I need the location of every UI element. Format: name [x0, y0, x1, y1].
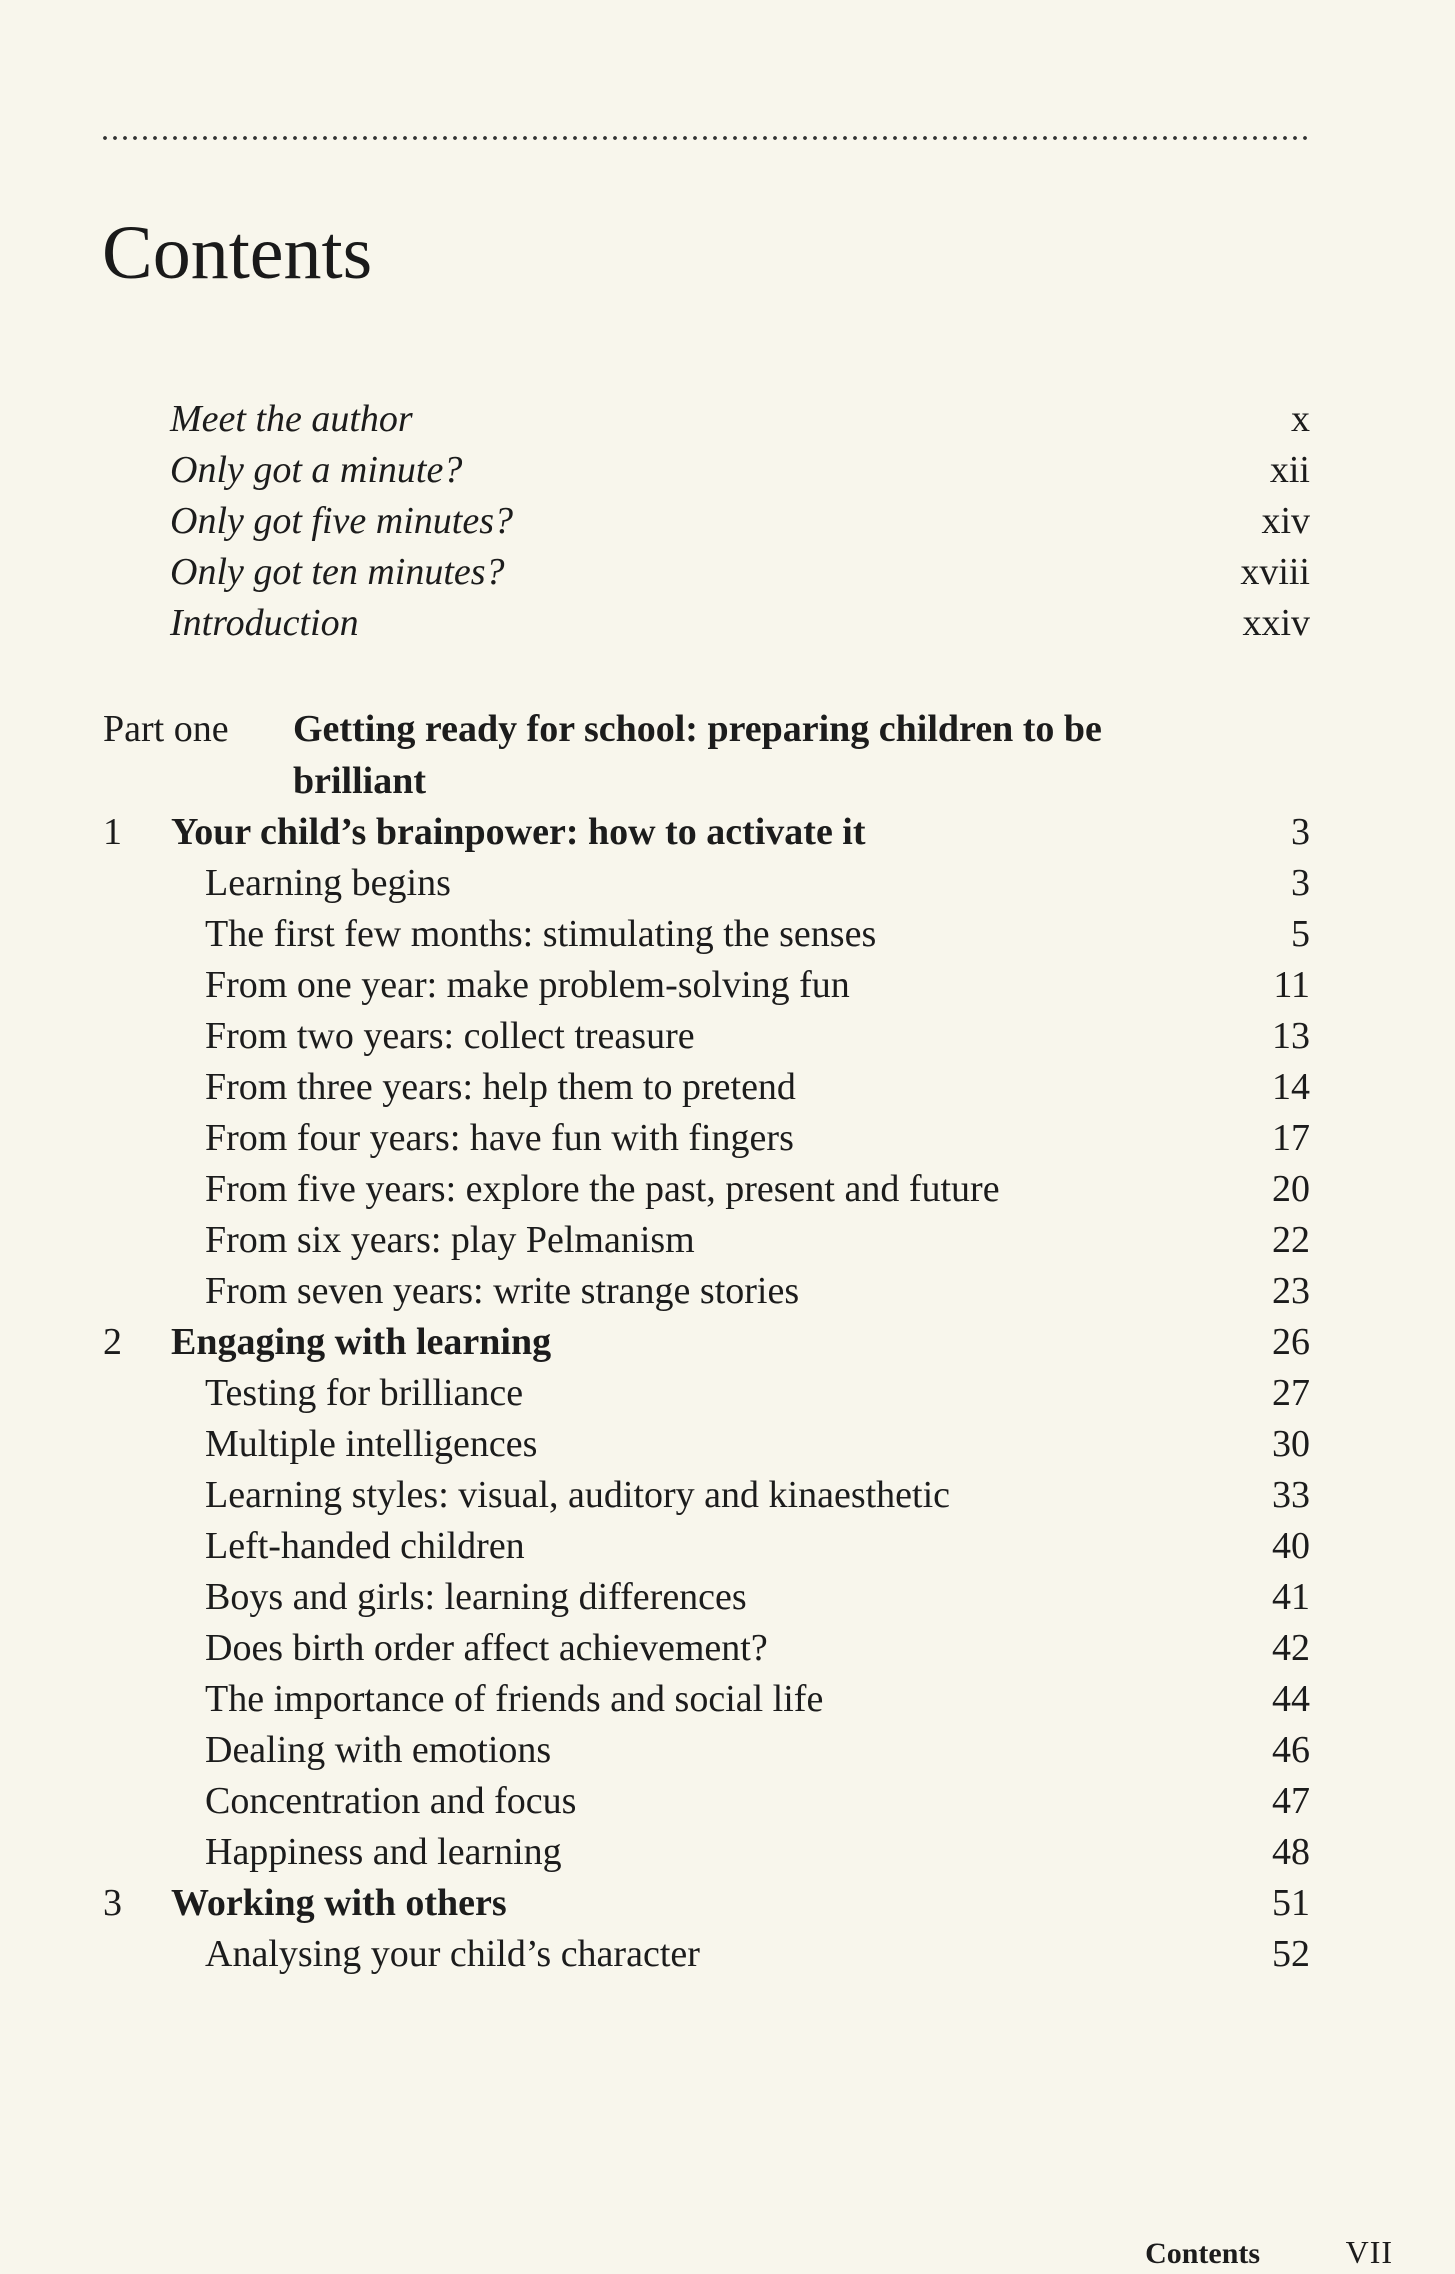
toc-page-number: xii: [1269, 449, 1310, 491]
toc-page-number: 41: [1272, 1576, 1310, 1618]
toc-page-number: 40: [1272, 1525, 1310, 1567]
section-title: From four years: have fun with fingers: [205, 1117, 794, 1159]
toc-entry-title: Introduction: [170, 602, 359, 644]
toc-section[interactable]: [205, 857, 1310, 909]
toc-page-number: 52: [1272, 1933, 1310, 1975]
section-title: Testing for brilliance: [205, 1372, 524, 1414]
toc-section[interactable]: [205, 1520, 1310, 1572]
toc-page-number: 3: [1291, 862, 1310, 904]
toc-front-matter-item[interactable]: [170, 495, 1310, 547]
toc-page-number: 46: [1272, 1729, 1310, 1771]
toc-entry-title: Only got a minute?: [170, 449, 463, 491]
toc-chapter-2[interactable]: [103, 1316, 1310, 1368]
toc-entry-title: Meet the author: [170, 398, 413, 440]
toc-front-matter-item[interactable]: [170, 444, 1310, 496]
toc-front-matter-item[interactable]: [170, 597, 1310, 649]
section-title: Learning styles: visual, auditory and kinaesthetic: [205, 1474, 951, 1516]
toc-page-number: x: [1291, 398, 1310, 440]
section-title: Left-handed children: [205, 1525, 525, 1567]
toc-page-number: 14: [1272, 1066, 1310, 1108]
chapter-title: Working with others: [171, 1882, 507, 1924]
toc-section[interactable]: [205, 1673, 1310, 1725]
toc-section[interactable]: [205, 1367, 1310, 1419]
section-title: Concentration and focus: [205, 1780, 577, 1822]
toc-section[interactable]: [205, 1112, 1310, 1164]
toc-section[interactable]: [205, 959, 1310, 1011]
toc-section[interactable]: [205, 1010, 1310, 1062]
toc-section[interactable]: [205, 1163, 1310, 1215]
page-title: Contents: [102, 211, 373, 295]
toc-page-number: 26: [1272, 1321, 1310, 1363]
toc-section[interactable]: [205, 1724, 1310, 1776]
toc-page-number: 48: [1272, 1831, 1310, 1873]
chapter-number: 3: [103, 1882, 122, 1924]
section-title: The first few months: stimulating the senses: [205, 913, 877, 955]
section-title: From three years: help them to pretend: [205, 1066, 796, 1108]
toc-section[interactable]: [205, 1061, 1310, 1113]
toc-section[interactable]: [205, 1265, 1310, 1317]
section-title: Happiness and learning: [205, 1831, 562, 1873]
chapter-number: 2: [103, 1321, 122, 1363]
toc-page-number: xiv: [1261, 500, 1310, 542]
toc-page-number: 27: [1272, 1372, 1310, 1414]
toc-section[interactable]: [205, 1775, 1310, 1827]
section-title: The importance of friends and social life: [205, 1678, 824, 1720]
section-title: From seven years: write strange stories: [205, 1270, 800, 1312]
folio-page-number: VII: [1345, 2234, 1393, 2270]
section-title: From two years: collect treasure: [205, 1015, 695, 1057]
toc-page-number: xxiv: [1242, 602, 1310, 644]
dotted-rule: [100, 128, 1310, 148]
section-title: From five years: explore the past, present and future: [205, 1168, 1000, 1210]
toc-section[interactable]: [205, 1622, 1310, 1674]
toc-section[interactable]: [205, 1928, 1310, 1980]
toc-page-number: 47: [1272, 1780, 1310, 1822]
chapter-title: Engaging with learning: [171, 1321, 552, 1363]
toc-page-number: 20: [1272, 1168, 1310, 1210]
section-title: From one year: make problem-solving fun: [205, 964, 850, 1006]
toc-section[interactable]: [205, 908, 1310, 960]
part-title: Getting ready for school: preparing children to be brilliant: [293, 708, 1102, 802]
toc-section[interactable]: [205, 1469, 1310, 1521]
toc-page-number: 11: [1273, 964, 1310, 1006]
toc-page-number: 23: [1272, 1270, 1310, 1312]
section-title: From six years: play Pelmanism: [205, 1219, 695, 1261]
toc-section[interactable]: [205, 1571, 1310, 1623]
chapter-number: 1: [103, 811, 122, 853]
toc-page-number: xviii: [1240, 551, 1310, 593]
toc-page-number: 42: [1272, 1627, 1310, 1669]
section-title: Dealing with emotions: [205, 1729, 552, 1771]
toc-page-number: 51: [1272, 1882, 1310, 1924]
chapter-title: Your child’s brainpower: how to activate it: [171, 811, 866, 853]
toc-section[interactable]: [205, 1418, 1310, 1470]
toc-page-number: 5: [1291, 913, 1310, 955]
toc-front-matter-item[interactable]: [170, 393, 1310, 445]
toc-page-number: 17: [1272, 1117, 1310, 1159]
toc-page-number: 30: [1272, 1423, 1310, 1465]
section-title: Learning begins: [205, 862, 451, 904]
section-title: Does birth order affect achievement?: [205, 1627, 768, 1669]
toc-page-number: 3: [1291, 811, 1310, 853]
section-title: Analysing your child’s character: [205, 1933, 700, 1975]
part-label: Part one: [103, 708, 229, 750]
toc-page-number: 22: [1272, 1219, 1310, 1261]
page-footer: [1145, 2232, 1393, 2272]
toc-section[interactable]: [205, 1826, 1310, 1878]
toc-page-number: 44: [1272, 1678, 1310, 1720]
toc-chapter-3[interactable]: [103, 1877, 1310, 1929]
section-title: Multiple intelligences: [205, 1423, 538, 1465]
toc-page-number: 33: [1272, 1474, 1310, 1516]
toc-front-matter-item[interactable]: [170, 546, 1310, 598]
toc-entry-title: Only got five minutes?: [170, 500, 513, 542]
toc-chapter-1[interactable]: [103, 806, 1310, 858]
toc-page-number: 13: [1272, 1015, 1310, 1057]
toc-entry-title: Only got ten minutes?: [170, 551, 505, 593]
running-footer-label: Contents: [1145, 2237, 1261, 2270]
section-title: Boys and girls: learning differences: [205, 1576, 747, 1618]
toc-section[interactable]: [205, 1214, 1310, 1266]
